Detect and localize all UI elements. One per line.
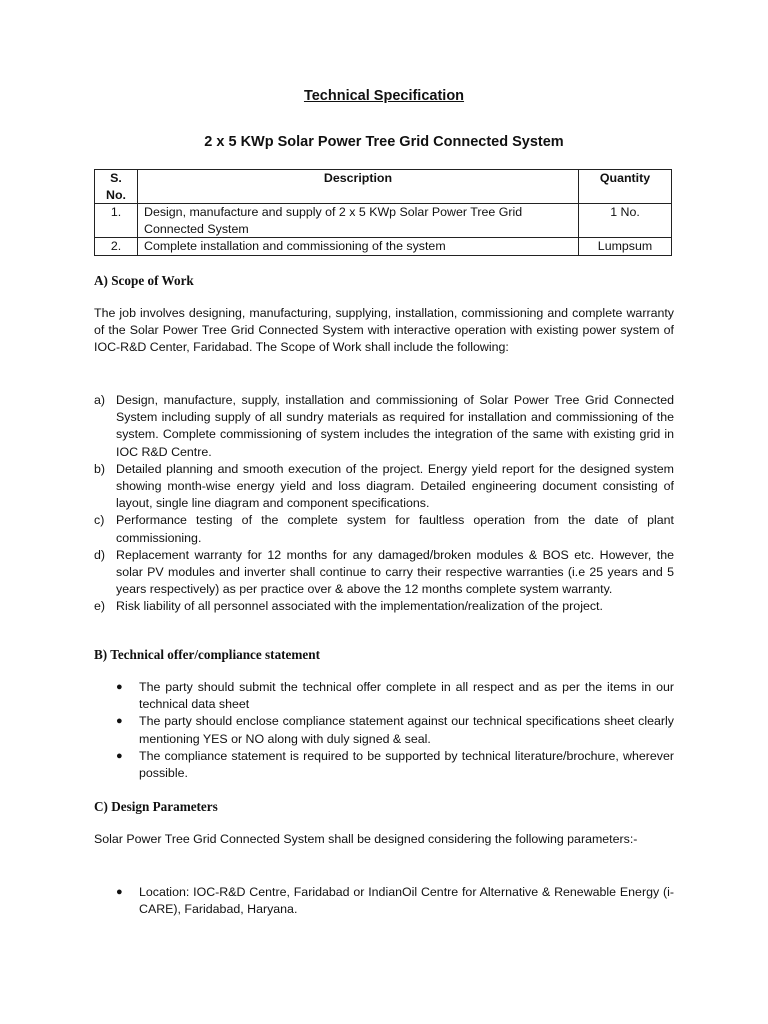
list-item-text: The party should submit the technical offer complete in all respect and as per the items in our technical data sheet xyxy=(139,680,674,712)
cell-quantity: 1 No. xyxy=(579,204,672,238)
section-c-intro: Solar Power Tree Grid Connected System shall be designed considering the following parameters:- xyxy=(94,832,638,846)
cell-sno: 2. xyxy=(95,238,138,256)
list-item xyxy=(116,713,674,747)
document-title: Technical Specification xyxy=(303,88,465,104)
list-item xyxy=(116,884,674,918)
scope-list xyxy=(94,392,674,616)
document-subtitle: 2 x 5 KWp Solar Power Tree Grid Connected System xyxy=(204,134,564,150)
list-marker: d) xyxy=(94,547,106,562)
list-item xyxy=(94,392,674,461)
list-marker: e) xyxy=(94,599,106,614)
header-quantity: Quantity xyxy=(579,170,672,204)
list-item-text: Design, manufacture, supply, installation and commissioning of Solar Power Tree Grid Connected System including supply of all sundry materials as required for installation and commissioning of the system. Complete commissioning of system includes the integration of the same with existing grid in IOC R&D Centre. xyxy=(116,393,674,459)
cell-description: Design, manufacture and supply of 2 x 5 KWp Solar Power Tree Grid Connected System xyxy=(138,204,579,238)
list-item xyxy=(116,748,674,782)
list-item xyxy=(94,512,674,546)
bullet-icon: ● xyxy=(116,886,123,898)
table-row xyxy=(95,204,672,238)
list-marker: a) xyxy=(94,393,106,407)
list-item-text: Risk liability of all personnel associated with the implementation/realization of the project. xyxy=(116,599,603,614)
list-marker: c) xyxy=(94,513,105,528)
list-item-text: Detailed planning and smooth execution of the project. Energy yield report for the designed system showing month-wise energy yield and loss diagram. Detailed engineering document consisting of layout, single line diagram and component specifications. xyxy=(116,461,674,511)
cell-description: Complete installation and commissioning of the system xyxy=(138,238,579,256)
list-item xyxy=(116,679,674,713)
section-a-heading: A) Scope of Work xyxy=(94,273,194,288)
compliance-list xyxy=(116,679,674,782)
bullet-icon: ● xyxy=(116,681,123,693)
list-item xyxy=(94,598,674,615)
list-item-text: The party should enclose compliance statement against our technical specifications sheet clearly mentioning YES or NO along with duly signed & seal. xyxy=(139,714,674,746)
bullet-icon: ● xyxy=(116,749,123,762)
table-header-row xyxy=(95,170,672,204)
list-item xyxy=(94,547,674,599)
header-sno: S. No. xyxy=(95,170,138,204)
specification-table xyxy=(94,169,672,256)
list-item-text: Replacement warranty for 12 months for any damaged/broken modules & BOS etc. However, the solar PV modules and inverter shall continue to carry their respective warranties (i.e 25 years and 5 years respectively) as per practice over & above the 12 months complete system warranty. xyxy=(116,547,674,597)
list-item-text: Location: IOC-R&D Centre, Faridabad or IndianOil Centre for Alternative & Renewable Energy (i-CARE), Faridabad, Haryana. xyxy=(139,885,674,917)
section-b-heading: B) Technical offer/compliance statement xyxy=(94,647,320,662)
design-parameters-list xyxy=(116,884,674,918)
bullet-icon: ● xyxy=(116,715,123,728)
list-marker: b) xyxy=(94,461,106,476)
cell-sno: 1. xyxy=(95,204,138,238)
cell-quantity: Lumpsum xyxy=(579,238,672,256)
list-item-text: The compliance statement is required to be supported by technical literature/brochure, wherever possible. xyxy=(139,748,674,781)
list-item-text: Performance testing of the complete system for faultless operation from the date of plant commissioning. xyxy=(116,513,674,545)
header-description: Description xyxy=(138,170,579,204)
section-c-heading: C) Design Parameters xyxy=(94,799,218,814)
table-row xyxy=(95,238,672,256)
list-item xyxy=(94,461,674,513)
section-a-intro: The job involves designing, manufacturing, supplying, installation, commissioning and complete warranty of the Solar Power Tree Grid Connected System with interactive operation with existing power system of IOC-R&D Center, Faridabad. The Scope of Work shall include the following: xyxy=(94,306,674,355)
